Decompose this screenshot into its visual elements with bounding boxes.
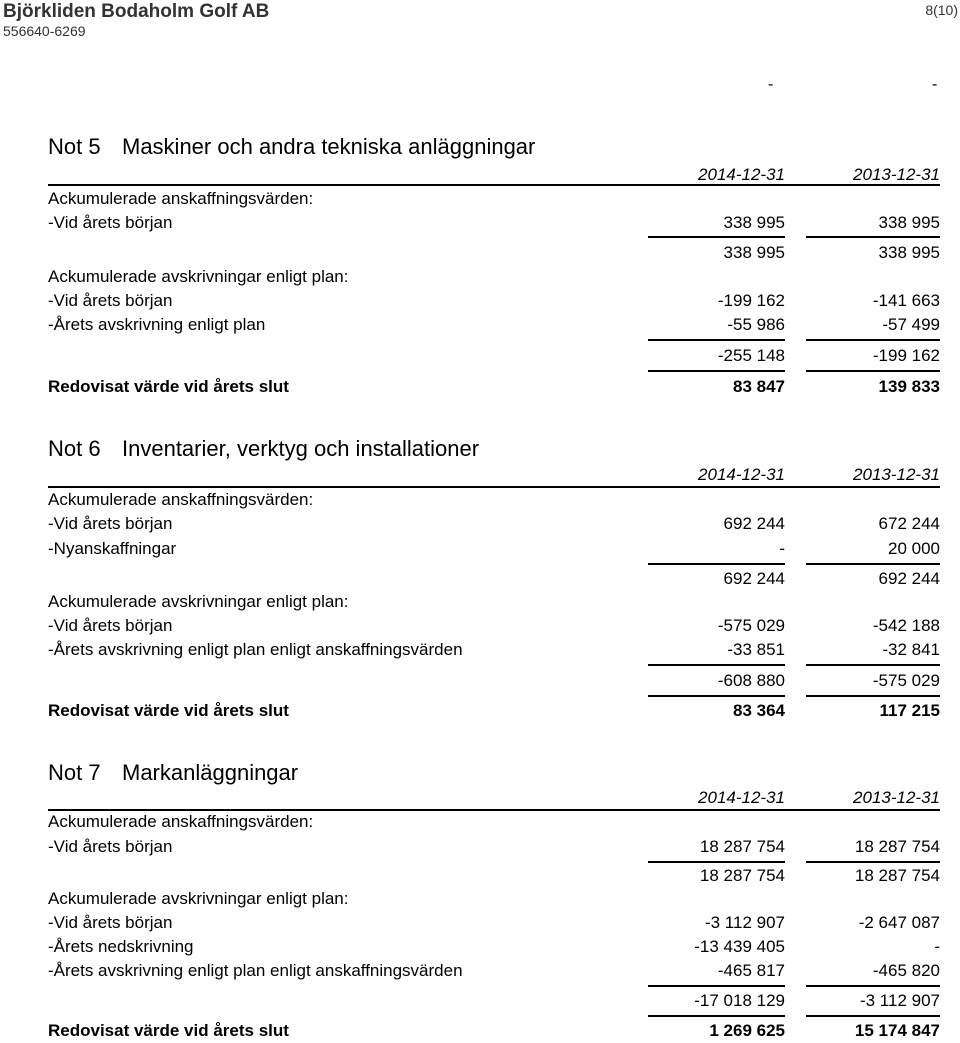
table-row-subtotal: 692 244 692 244 [723,569,940,588]
total-rule [648,370,785,372]
note-7-heading [48,760,298,786]
table-row: -Vid årets början 338 995 338 995 [48,213,940,232]
total-rule [648,1015,785,1017]
table-row: -Vid årets början -575 029 -542 188 [48,616,940,635]
note-number: Not 5 [48,134,101,159]
subtotal-rule [648,664,785,666]
subtotal-rule [648,339,785,341]
table-row: -Årets avskrivning enligt plan enligt anskaffningsvärden -33 851 -32 841 [48,640,940,659]
note-6-heading [48,436,479,462]
subtotal-rule [806,985,940,987]
table-row: -Vid årets början -3 112 907 -2 647 087 [48,913,940,932]
note-title: Markanläggningar [122,760,299,785]
total-rule [648,695,785,697]
table-row: -Nyanskaffningar - 20 000 [48,539,940,558]
table-row: Ackumulerade anskaffningsvärden: [48,812,314,831]
total-rule [806,695,940,697]
subtotal-rule [806,339,940,341]
note-number: Not 6 [48,436,101,461]
org-number: 556640-6269 [3,23,86,39]
table-row: Ackumulerade anskaffningsvärden: [48,490,314,509]
column-header-row [48,786,940,810]
col-2014-header: 2014-12-31 [698,788,785,807]
table-row: Ackumulerade anskaffningsvärden: [48,189,314,208]
table-row: -Vid årets början 692 244 672 244 [48,514,940,533]
header-rule [48,184,940,186]
table-row: -Årets avskrivning enligt plan enligt anskaffningsvärden -465 817 -465 820 [48,961,940,980]
col-2013-header: 2013-12-31 [853,788,940,807]
total-rule [806,370,940,372]
col-2014-header: 2014-12-31 [698,165,785,184]
table-row: Ackumulerade avskrivningar enligt plan: [48,267,349,286]
note-title: Maskiner och andra tekniska anläggningar [122,134,536,159]
company-name: Björkliden Bodaholm Golf AB [3,1,270,22]
table-row: -Vid årets början 18 287 754 18 287 754 [48,837,940,856]
table-row: Ackumulerade avskrivningar enligt plan: [48,592,349,611]
col-2014-header: 2014-12-31 [698,465,785,484]
subtotal-rule [648,563,785,565]
note-5-heading [48,134,535,160]
note-number: Not 7 [48,760,101,785]
table-row-subtotal: -255 148 -199 162 [717,346,940,365]
total-rule [806,1015,940,1017]
table-row: Ackumulerade avskrivningar enligt plan: [48,889,349,908]
table-row-total: Redovisat värde vid årets slut 83 364 117 215 [48,701,940,720]
table-row: -Årets avskrivning enligt plan -55 986 -57 499 [48,315,940,334]
top-dash-col2: - [932,76,938,93]
table-row-subtotal: 18 287 754 18 287 754 [699,866,940,885]
table-row-total: Redovisat värde vid årets slut 1 269 625 15 174 847 [48,1021,940,1040]
subtotal-rule [806,563,940,565]
col-2013-header: 2013-12-31 [853,165,940,184]
table-row-subtotal: -608 880 -575 029 [717,671,940,690]
subtotal-rule [806,236,940,238]
table-row: -Vid årets början -199 162 -141 663 [48,291,940,310]
table-row: -Årets nedskrivning -13 439 405 - [48,937,940,956]
subtotal-rule [648,236,785,238]
note-title: Inventarier, verktyg och installationer [122,436,480,461]
col-2013-header: 2013-12-31 [853,465,940,484]
table-row-total: Redovisat värde vid årets slut 83 847 139 833 [48,377,940,396]
page-number: 8(10) [925,2,958,18]
column-header-row [48,463,940,487]
subtotal-rule [806,861,940,863]
subtotal-rule [648,861,785,863]
table-row-subtotal: 338 995 338 995 [723,243,940,262]
subtotal-rule [648,985,785,987]
table-row-subtotal: -17 018 129 -3 112 907 [694,991,940,1010]
top-dash-col1: - [768,76,774,93]
subtotal-rule [806,664,940,666]
